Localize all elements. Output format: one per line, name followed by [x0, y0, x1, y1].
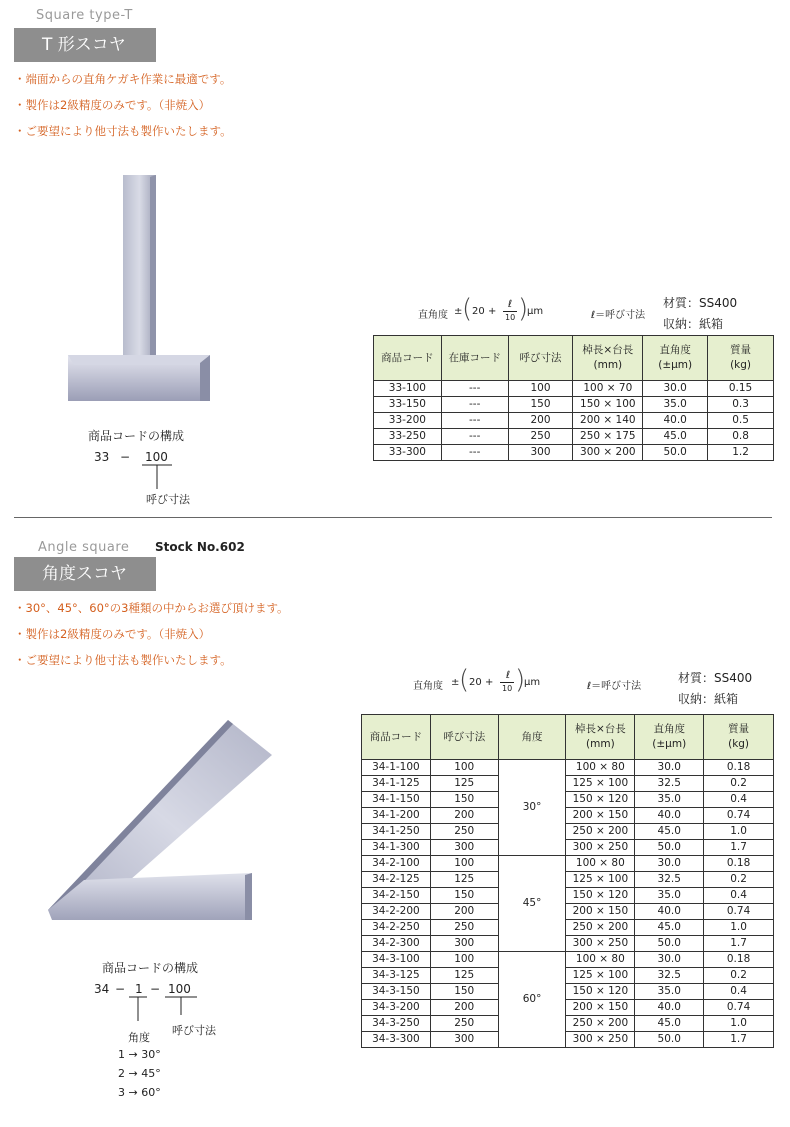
table2-cell-squareness: 30.0 — [635, 952, 704, 968]
table1-header-4: 直角度 (±μm) — [643, 336, 708, 381]
section2-formula-prefix: 直角度 — [413, 681, 443, 692]
table2-cell-mass: 0.2 — [704, 872, 774, 888]
section2-code-dash-2: − — [150, 982, 161, 996]
table2-header-0: 商品コード — [362, 715, 431, 760]
table2-cell-angle: 30° — [498, 760, 566, 856]
table-row — [362, 1000, 774, 1016]
table2-cell-mass: 0.18 — [704, 856, 774, 872]
table-row — [362, 808, 774, 824]
table2-header-2: 角度 — [498, 715, 566, 760]
table2-cell-squareness: 40.0 — [635, 904, 704, 920]
table2-cell-dims: 300 × 250 — [566, 936, 635, 952]
section2-code-part3: 100 — [168, 982, 191, 996]
table1-cell-1: --- — [441, 429, 508, 445]
section1-en-label: Square type-T — [36, 8, 133, 23]
table2-cell-squareness: 32.5 — [635, 968, 704, 984]
section1-formula-den: 10 — [505, 313, 516, 322]
table2-cell-dims: 100 × 80 — [566, 760, 635, 776]
table1-cell-4: 40.0 — [643, 413, 708, 429]
table1-header-5: 質量 (kg) — [708, 336, 774, 381]
table1-cell-2: 100 — [508, 381, 573, 397]
table2-cell-mass: 0.74 — [704, 1000, 774, 1016]
table1-cell-0: 33-250 — [374, 429, 442, 445]
section2-angle-map-1: 1 → 30° — [118, 1048, 161, 1061]
table2-cell-size: 150 — [430, 984, 498, 1000]
table1-cell-4: 50.0 — [643, 445, 708, 461]
table2-header-4: 直角度 (±μm) — [635, 715, 704, 760]
table1-cell-2: 300 — [508, 445, 573, 461]
table2-cell-squareness: 50.0 — [635, 840, 704, 856]
table2-cell-dims: 100 × 80 — [566, 856, 635, 872]
section1-title: T 形スコヤ — [14, 28, 156, 62]
section1-formula-paren-close: ) — [518, 294, 529, 324]
table2-cell-dims: 125 × 100 — [566, 776, 635, 792]
section2-code-size-label: 呼び寸法 — [172, 1024, 216, 1037]
section2-formula-note: ℓ＝呼び寸法 — [587, 681, 642, 692]
table2-cell-size: 250 — [430, 1016, 498, 1032]
table2-cell-mass: 0.74 — [704, 904, 774, 920]
section1-formula-note: ℓ＝呼び寸法 — [591, 310, 646, 321]
table2-cell-code: 34-3-200 — [362, 1000, 431, 1016]
table1-cell-4: 30.0 — [643, 381, 708, 397]
section1-code-part1: 33 — [94, 450, 110, 464]
section2-code-part1: 34 — [94, 982, 110, 996]
table-row — [362, 920, 774, 936]
table2-cell-dims: 300 × 250 — [566, 840, 635, 856]
table2-cell-dims: 100 × 80 — [566, 952, 635, 968]
section2-code-brackets — [125, 995, 205, 1025]
table2-cell-squareness: 35.0 — [635, 792, 704, 808]
table-row — [362, 904, 774, 920]
table2-cell-squareness: 40.0 — [635, 808, 704, 824]
table2-cell-dims: 250 × 200 — [566, 1016, 635, 1032]
table2-cell-size: 300 — [430, 840, 498, 856]
section1-code-bracket — [140, 463, 180, 493]
table2-cell-size: 200 — [430, 904, 498, 920]
table2-cell-squareness: 30.0 — [635, 760, 704, 776]
table-row — [362, 776, 774, 792]
table2-cell-code: 34-3-125 — [362, 968, 431, 984]
table2-cell-code: 34-1-150 — [362, 792, 431, 808]
table1-cell-1: --- — [441, 445, 508, 461]
section2-code-angle-label: 角度 — [128, 1031, 150, 1044]
table1-cell-1: --- — [441, 397, 508, 413]
table2-cell-dims: 300 × 250 — [566, 1032, 635, 1048]
table-row — [362, 824, 774, 840]
table2-cell-mass: 0.4 — [704, 792, 774, 808]
section2-code-dash-1: − — [115, 982, 126, 996]
section2-code-structure-title: 商品コードの構成 — [102, 961, 199, 975]
section2-bullet-2: ・製作は2級精度のみです。（非焼入） — [14, 627, 211, 641]
section2-code-part2: 1 — [135, 982, 143, 996]
table1-cell-4: 45.0 — [643, 429, 708, 445]
table-row — [362, 1032, 774, 1048]
table2-cell-squareness: 35.0 — [635, 984, 704, 1000]
table2-cell-code: 34-1-200 — [362, 808, 431, 824]
table2-cell-mass: 1.7 — [704, 936, 774, 952]
table-row — [362, 968, 774, 984]
table1-cell-3: 300 × 200 — [573, 445, 643, 461]
table2-cell-code: 34-3-250 — [362, 1016, 431, 1032]
table2-cell-squareness: 45.0 — [635, 824, 704, 840]
section2-formula-plus: + — [485, 677, 494, 688]
table2-cell-code: 34-2-100 — [362, 856, 431, 872]
section1-code-part2: 100 — [145, 450, 168, 464]
table2-cell-size: 100 — [430, 760, 498, 776]
section1-formula-pm: ± — [454, 306, 463, 317]
section2-material: 材質：SS400 — [678, 671, 753, 685]
table-row — [362, 760, 774, 776]
section2-packaging: 収納：紙箱 — [678, 692, 739, 706]
table1-cell-1: --- — [441, 413, 508, 429]
section2-angle-map-2: 2 → 45° — [118, 1067, 161, 1080]
section2-title: 角度スコヤ — [14, 557, 156, 591]
table2-cell-code: 34-3-100 — [362, 952, 431, 968]
section2-en-label: Angle square — [38, 540, 130, 555]
section2-bullet-1: ・30°、45°、60°の3種類の中からお選び頂けます。 — [14, 601, 289, 615]
table1-cell-3: 100 × 70 — [573, 381, 643, 397]
table-row — [374, 413, 774, 429]
section2-stock-number: Stock No.602 — [155, 540, 245, 554]
table2-cell-size: 125 — [430, 968, 498, 984]
table-row — [374, 429, 774, 445]
table2-cell-code: 34-3-150 — [362, 984, 431, 1000]
table2-cell-code: 34-1-100 — [362, 760, 431, 776]
section1-formula-num: ℓ — [508, 299, 513, 310]
table2-cell-squareness: 50.0 — [635, 1032, 704, 1048]
table1-cell-2: 150 — [508, 397, 573, 413]
table2-cell-size: 100 — [430, 952, 498, 968]
table2-header-1: 呼び寸法 — [430, 715, 498, 760]
table1-cell-3: 200 × 140 — [573, 413, 643, 429]
table1-cell-5: 0.8 — [708, 429, 774, 445]
table2-cell-size: 300 — [430, 1032, 498, 1048]
table2-cell-dims: 125 × 100 — [566, 872, 635, 888]
table2-cell-size: 150 — [430, 792, 498, 808]
table1-cell-5: 0.3 — [708, 397, 774, 413]
section1-bullet-1: ・端面からの直角ケガキ作業に最適です。 — [14, 72, 232, 86]
table2-cell-mass: 0.2 — [704, 776, 774, 792]
section1-material: 材質：SS400 — [663, 296, 738, 310]
table-row — [374, 381, 774, 397]
table2-cell-angle: 60° — [498, 952, 566, 1048]
section2-formula-paren-open: ( — [459, 665, 470, 695]
table2-cell-squareness: 32.5 — [635, 776, 704, 792]
table2-cell-dims: 150 × 120 — [566, 792, 635, 808]
section1-packaging: 収納：紙箱 — [663, 317, 724, 331]
section1-bullet-3: ・ご要望により他寸法も製作いたします。 — [14, 124, 232, 138]
table-row — [362, 936, 774, 952]
table-row — [362, 1016, 774, 1032]
table1-cell-4: 35.0 — [643, 397, 708, 413]
table2-cell-mass: 1.7 — [704, 840, 774, 856]
table1-cell-3: 250 × 175 — [573, 429, 643, 445]
table2-cell-size: 100 — [430, 856, 498, 872]
table2-cell-size: 250 — [430, 824, 498, 840]
section2-formula-a: 20 — [469, 677, 482, 688]
table2-cell-size: 125 — [430, 872, 498, 888]
table2-cell-mass: 0.18 — [704, 952, 774, 968]
section2-formula-num: ℓ — [506, 670, 511, 681]
table2-cell-squareness: 50.0 — [635, 936, 704, 952]
table2-cell-code: 34-2-125 — [362, 872, 431, 888]
section1-formula-plus: + — [488, 306, 497, 317]
table2-cell-dims: 200 × 150 — [566, 1000, 635, 1016]
section1-formula-prefix: 直角度 — [418, 310, 448, 321]
table2-cell-size: 125 — [430, 776, 498, 792]
table-row — [362, 856, 774, 872]
table2-cell-size: 200 — [430, 808, 498, 824]
table2-cell-dims: 125 × 100 — [566, 968, 635, 984]
section1-bullet-2: ・製作は2級精度のみです。（非焼入） — [14, 98, 211, 112]
table1-cell-0: 33-200 — [374, 413, 442, 429]
table-row — [374, 397, 774, 413]
table-row — [362, 792, 774, 808]
section1-formula-a: 20 — [472, 306, 485, 317]
table2-cell-mass: 0.4 — [704, 888, 774, 904]
section1-code-structure-title: 商品コードの構成 — [88, 429, 185, 443]
table2-cell-mass: 0.4 — [704, 984, 774, 1000]
table2-cell-dims: 200 × 150 — [566, 904, 635, 920]
table1-cell-5: 0.5 — [708, 413, 774, 429]
table2-cell-size: 150 — [430, 888, 498, 904]
table1-cell-5: 1.2 — [708, 445, 774, 461]
section2-formula-unit: μm — [524, 677, 541, 688]
table1-cell-3: 150 × 100 — [573, 397, 643, 413]
table1-header-0: 商品コード — [374, 336, 442, 381]
table2-cell-code: 34-1-250 — [362, 824, 431, 840]
table2-cell-squareness: 32.5 — [635, 872, 704, 888]
table2-cell-dims: 200 × 150 — [566, 808, 635, 824]
table2-cell-code: 34-2-200 — [362, 904, 431, 920]
section2-formula-pm: ± — [451, 677, 460, 688]
table2-cell-squareness: 40.0 — [635, 1000, 704, 1016]
section-divider — [14, 517, 772, 518]
section2-angle-map-3: 3 → 60° — [118, 1086, 161, 1099]
table2-cell-size: 250 — [430, 920, 498, 936]
table1-cell-1: --- — [441, 381, 508, 397]
table2-cell-mass: 1.0 — [704, 920, 774, 936]
table2-cell-squareness: 30.0 — [635, 856, 704, 872]
section2-bullet-3: ・ご要望により他寸法も製作いたします。 — [14, 653, 232, 667]
table2-cell-code: 34-1-125 — [362, 776, 431, 792]
table1-header-1: 在庫コード — [441, 336, 508, 381]
table2-cell-code: 34-3-300 — [362, 1032, 431, 1048]
table1-cell-2: 200 — [508, 413, 573, 429]
table2-cell-code: 34-1-300 — [362, 840, 431, 856]
table1-header-3: 棹長×台長 (mm) — [573, 336, 643, 381]
section1-formula-paren-open: ( — [462, 294, 473, 324]
table1-cell-0: 33-100 — [374, 381, 442, 397]
section2-spec-table — [361, 714, 774, 1048]
table2-header-5: 質量 (kg) — [704, 715, 774, 760]
table1-cell-5: 0.15 — [708, 381, 774, 397]
t-square-image — [60, 165, 220, 410]
table1-cell-0: 33-150 — [374, 397, 442, 413]
table2-cell-mass: 0.18 — [704, 760, 774, 776]
table2-cell-dims: 250 × 200 — [566, 920, 635, 936]
table2-cell-code: 34-2-300 — [362, 936, 431, 952]
table2-cell-mass: 1.0 — [704, 1016, 774, 1032]
table2-header-3: 棹長×台長 (mm) — [566, 715, 635, 760]
table1-cell-2: 250 — [508, 429, 573, 445]
table-row — [362, 888, 774, 904]
section1-code-dash: − — [120, 450, 131, 464]
table2-cell-angle: 45° — [498, 856, 566, 952]
table2-cell-dims: 150 × 120 — [566, 984, 635, 1000]
table-row — [362, 840, 774, 856]
section2-formula-paren-close: ) — [515, 665, 526, 695]
table2-cell-code: 34-2-150 — [362, 888, 431, 904]
table2-cell-code: 34-2-250 — [362, 920, 431, 936]
table2-cell-squareness: 45.0 — [635, 1016, 704, 1032]
table-row — [362, 952, 774, 968]
angle-square-image — [40, 715, 280, 925]
section1-spec-table — [373, 335, 774, 461]
table-row — [362, 872, 774, 888]
table2-cell-squareness: 45.0 — [635, 920, 704, 936]
table2-cell-squareness: 35.0 — [635, 888, 704, 904]
table2-cell-size: 300 — [430, 936, 498, 952]
section2-formula-den: 10 — [502, 684, 513, 693]
table2-cell-mass: 1.7 — [704, 1032, 774, 1048]
table1-header-2: 呼び寸法 — [508, 336, 573, 381]
table2-cell-dims: 250 × 200 — [566, 824, 635, 840]
table2-cell-size: 200 — [430, 1000, 498, 1016]
table2-cell-dims: 150 × 120 — [566, 888, 635, 904]
table2-cell-mass: 0.2 — [704, 968, 774, 984]
section1-code-label: 呼び寸法 — [146, 493, 190, 506]
table-row — [362, 984, 774, 1000]
table-row — [374, 445, 774, 461]
table2-cell-mass: 1.0 — [704, 824, 774, 840]
table1-cell-0: 33-300 — [374, 445, 442, 461]
table2-cell-mass: 0.74 — [704, 808, 774, 824]
section1-formula-unit: μm — [527, 306, 544, 317]
